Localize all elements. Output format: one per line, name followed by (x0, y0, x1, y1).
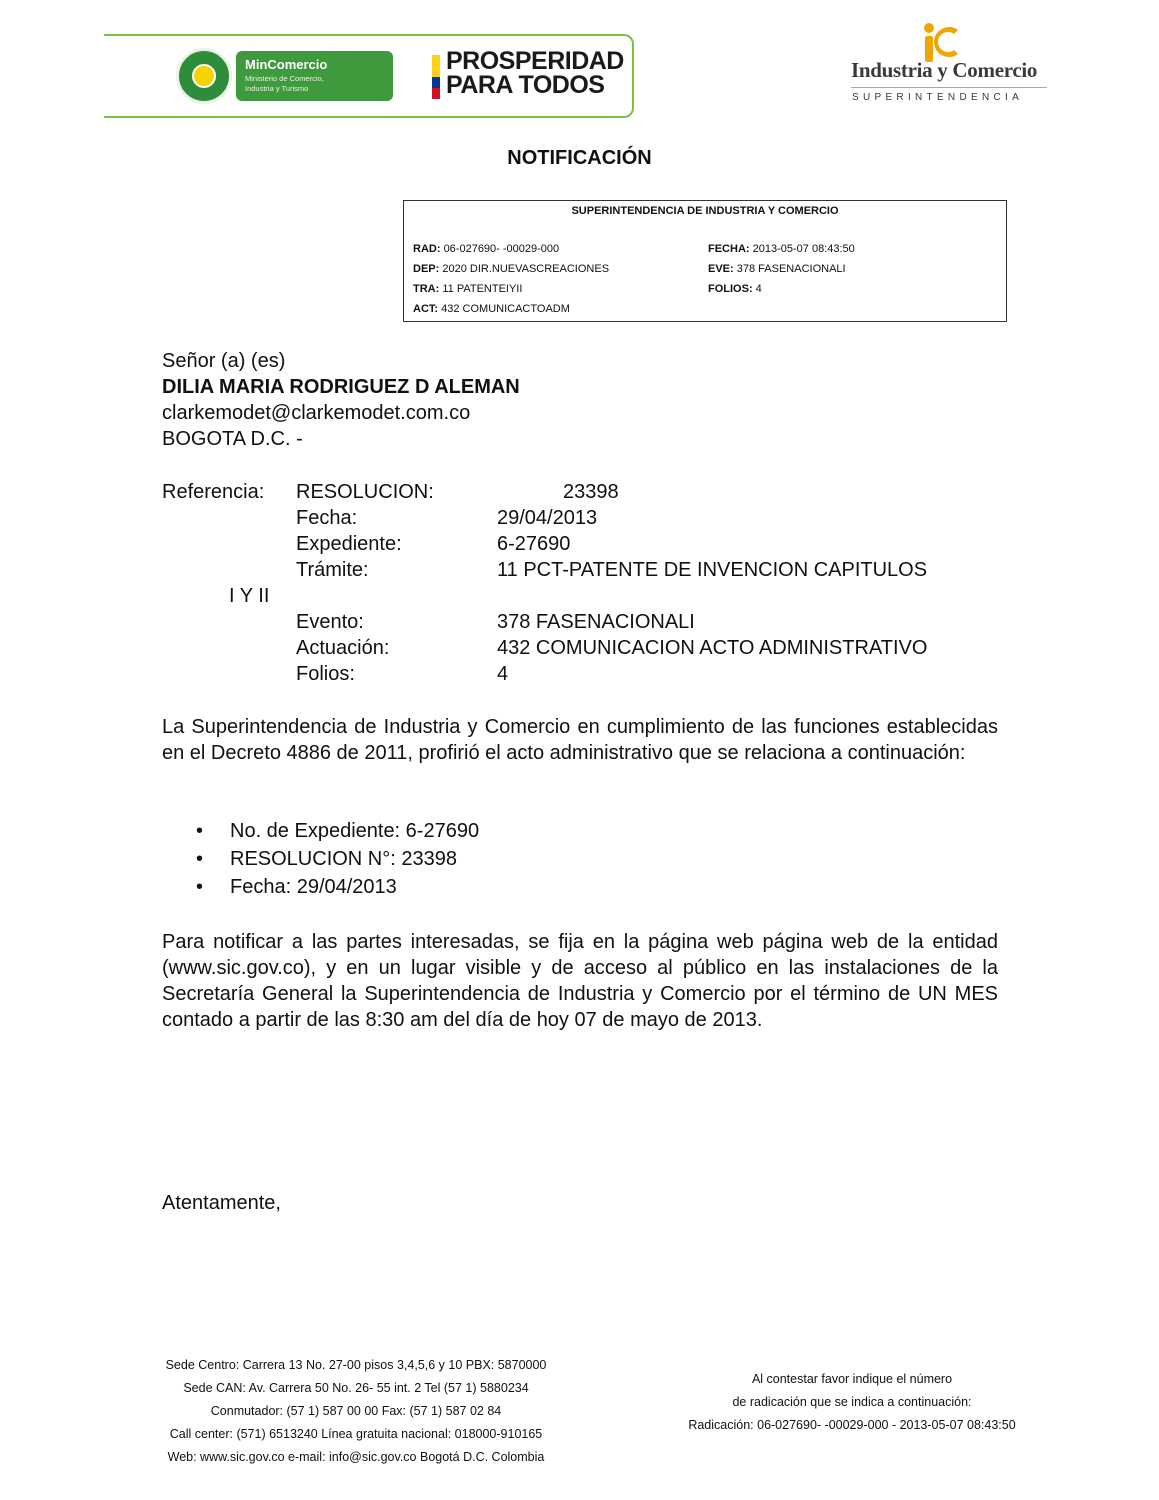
ref-value: 29/04/2013 (497, 507, 598, 529)
list-item: No. de Expediente: 6-27690 (230, 820, 480, 842)
ref-key: Fecha: (296, 507, 358, 529)
closing: Atentamente, (162, 1192, 281, 1214)
ref-wrap: I Y II (229, 585, 270, 607)
list-item: Fecha: 29/04/2013 (230, 876, 397, 898)
folios-field: FOLIOS: 4 (708, 283, 762, 295)
recipient-city: BOGOTA D.C. - (162, 428, 303, 450)
ref-value: 23398 (563, 481, 619, 503)
ref-value: 4 (497, 663, 509, 685)
prosperidad-logo: PROSPERIDAD PARA TODOS (446, 47, 624, 99)
salutation: Señor (a) (es) (162, 350, 286, 372)
colombia-seal-icon (176, 48, 232, 104)
ref-key: Trámite: (296, 559, 369, 581)
list-item: RESOLUCION N°: 23398 (230, 848, 457, 870)
sic-divider (851, 87, 1047, 88)
ref-key: Expediente: (296, 533, 402, 555)
ref-value: 11 PCT-PATENTE DE INVENCION CAPITULOS (497, 559, 928, 581)
page-title: NOTIFICACIÓN (507, 147, 652, 169)
act-field: ACT: 432 COMUNICACTOADM (413, 303, 570, 315)
paragraph-intro: La Superintendencia de Industria y Comercio en cumplimiento de las funciones establecidas en el Decreto 4886 de 2011, profirió el acto administrativo que se relaciona a continuación: (162, 716, 998, 764)
mincomercio-subtitle: Ministerio de Comercio, Industria y Turismo (245, 74, 324, 93)
dep-field: DEP: 2020 DIR.NUEVASCREACIONES (413, 263, 610, 275)
bullet-icon: • (196, 848, 204, 870)
footer-radicado: Al contestar favor indique el número de radicación que se indica a continuación: Radicación: 06-027690- -00029-000 - 2013-05-07 08:43:50 (688, 1372, 1016, 1432)
footer-contact: Sede Centro: Carrera 13 No. 27-00 pisos 3,4,5,6 y 10 PBX: 5870000 Sede CAN: Av. Carrera 50 No. 26- 55 int. 2 Tel (57 1) 5880234 Conmutador: (57 1) 587 00 00 Fax: (57 1) 587 02 84 Call center: (571) 6513240 Línea gratuita nacional: 018000-910165 Web: www.sic.gov.co e-mail: info@sic.gov.co Bogotá D.C. Colombia (165, 1358, 547, 1464)
bullet-icon: • (196, 820, 204, 842)
bullet-icon: • (196, 876, 204, 898)
mincomercio-logo (236, 51, 393, 101)
paragraph-notice: Para notificar a las partes interesadas, se fija en la página web página web de la entidad (www.sic.gov.co), y en un lugar visible y de acceso al público en las instalaciones de la Secretaría General la Superintendencia de Industria y Comercio por el término de UN MES contado a partir de las 8:30 am del día de hoy 07 de mayo de 2013. (162, 931, 998, 1031)
ref-value: 378 FASENACIONALI (497, 611, 695, 633)
mincomercio-title: MinComercio (245, 57, 328, 72)
tra-field: TRA: 11 PATENTEIYII (413, 283, 523, 295)
ref-value: 432 COMUNICACION ACTO ADMINISTRATIVO (497, 637, 928, 659)
recipient-email: clarkemodet@clarkemodet.com.co (162, 402, 471, 424)
sic-subtitle: SUPERINTENDENCIA (852, 92, 1024, 103)
radicado-box (403, 200, 1007, 322)
eve-field: EVE: 378 FASENACIONALI (708, 263, 846, 275)
ref-key: RESOLUCION: (296, 481, 434, 503)
fecha-field: FECHA: 2013-05-07 08:43:50 (708, 243, 855, 255)
ref-key: Evento: (296, 611, 364, 633)
ref-value: 6-27690 (497, 533, 571, 555)
radicado-heading: SUPERINTENDENCIA DE INDUSTRIA Y COMERCIO (571, 205, 839, 217)
ref-key: Actuación: (296, 637, 390, 659)
colombia-flag-icon (432, 55, 440, 99)
reference-label: Referencia: (162, 481, 265, 503)
sic-name: Industria y Comercio (851, 58, 1038, 82)
ref-key: Folios: (296, 663, 355, 685)
rad-field: RAD: 06-027690- -00029-000 (413, 243, 560, 255)
recipient-name: DILIA MARIA RODRIGUEZ D ALEMAN (162, 376, 520, 398)
